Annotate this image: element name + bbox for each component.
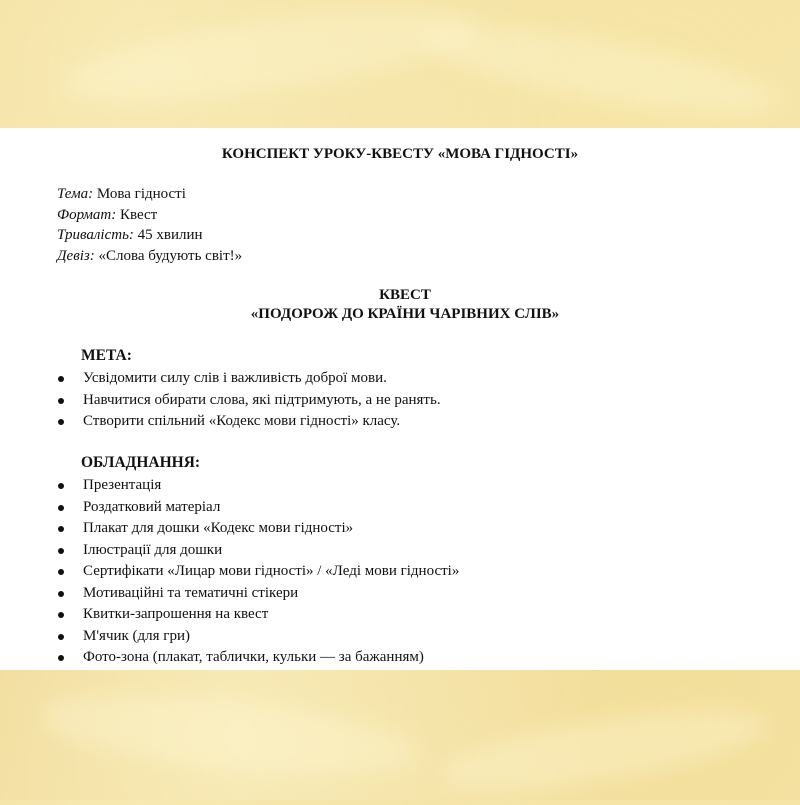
meta-topic (57, 184, 242, 205)
bullet-icon (58, 376, 64, 382)
meta-value: 45 хвилин (133, 227, 203, 243)
goals-section (57, 346, 441, 433)
list-item-text: Створити спільний «Кодекс мови гідності» класу. (83, 413, 401, 429)
meta-key: Тема: (57, 186, 94, 202)
bullet-icon (58, 526, 64, 532)
goals-list (57, 368, 441, 433)
meta-duration (57, 225, 242, 246)
background-silk-highlight (437, 695, 772, 805)
goals-title: МЕТА: (81, 347, 132, 364)
list-item (57, 583, 459, 605)
bullet-icon (58, 419, 64, 425)
list-item-text: Ілюстрації для дошки (83, 541, 223, 558)
meta-key: Девіз: (57, 247, 95, 264)
list-item (57, 411, 441, 433)
list-item-text: Роздатковий матеріал (83, 498, 221, 515)
document-page (0, 128, 800, 670)
list-item-text: Навчитися обирати слова, які підтримують, а не ранять. (83, 391, 441, 408)
list-item (57, 475, 459, 497)
list-item (57, 390, 441, 412)
list-item (57, 626, 459, 648)
meta-key: Тривалість: (57, 227, 134, 243)
bullet-icon (58, 483, 64, 489)
document-title: КОНСПЕКТ УРОКУ-КВЕСТУ «МОВА ГІДНОСТІ» (221, 146, 579, 162)
quest-heading-line1: КВЕСТ (379, 287, 431, 303)
list-item (57, 604, 459, 626)
list-item (57, 497, 459, 519)
meta-value: Мова гідності (93, 186, 186, 202)
bullet-icon (58, 569, 64, 575)
meta-value: «Слова будують світ!» (94, 247, 243, 264)
list-item-text: Квитки-запрошення на квест (83, 606, 269, 622)
list-item-text: Фото-зона (плакат, таблички, кульки — за бажанням) (83, 649, 424, 665)
bullet-icon (58, 612, 64, 618)
bullet-icon (58, 398, 64, 404)
meta-value: Квест (116, 206, 158, 223)
list-item (57, 368, 441, 390)
quest-heading (0, 286, 800, 324)
bullet-icon (58, 505, 64, 511)
equipment-title: ОБЛАДНАННЯ: (81, 454, 201, 471)
list-item-text: Презентація (83, 477, 162, 493)
list-item-text: Мотиваційні та тематичні стікери (83, 584, 299, 601)
list-item-text: М'ячик (для гри) (83, 627, 190, 644)
meta-motto (57, 246, 242, 267)
background-silk-highlight (37, 680, 422, 789)
bullet-icon (58, 548, 64, 554)
meta-format (57, 205, 242, 226)
list-item-text: Сертифікати «Лицар мови гідності» / «Леді мови гідності» (83, 563, 460, 579)
bullet-icon (58, 634, 64, 640)
equipment-list (57, 475, 459, 669)
lesson-meta (57, 184, 242, 266)
bullet-icon (58, 591, 64, 597)
bullet-icon (58, 655, 64, 661)
list-item (57, 540, 459, 562)
equipment-section (57, 453, 459, 669)
meta-key: Формат: (57, 206, 117, 223)
background-silk-highlight (418, 9, 783, 131)
list-item-text: Усвідомити силу слів і важливість доброї мови. (83, 370, 387, 386)
list-item (57, 561, 459, 583)
quest-heading-line2: «ПОДОРОЖ ДО КРАЇНИ ЧАРІВНИХ СЛІВ» (250, 306, 560, 322)
list-item (57, 647, 459, 669)
list-item-text: Плакат для дошки «Кодекс мови гідності» (83, 520, 354, 536)
background-silk-highlight (57, 0, 483, 119)
list-item (57, 518, 459, 540)
